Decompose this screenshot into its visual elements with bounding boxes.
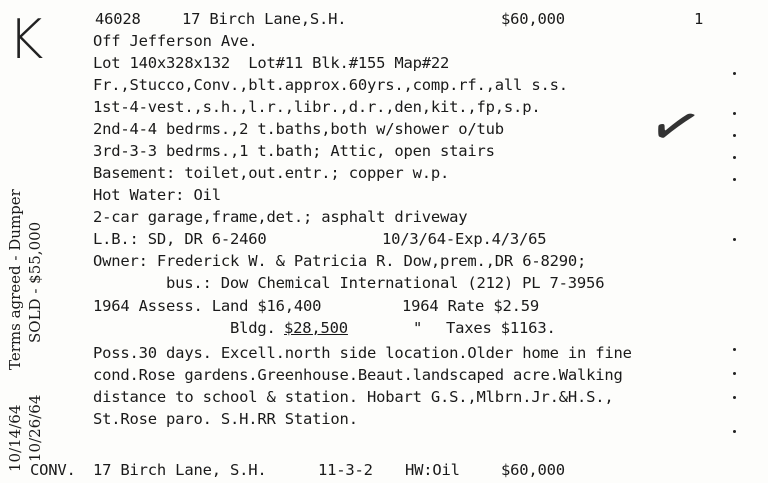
line-basement: Basement: toilet,out.entr.; copper w.p. [93,164,450,182]
margin-dot [733,72,736,75]
ditto-mark: " [413,319,423,337]
line-hot-water: Hot Water: Oil [93,186,221,204]
handwritten-k-mark: K [8,8,44,71]
margin-dot [733,178,736,181]
margin-dot [733,238,736,241]
line-second-floor: 2nd-4-4 bedrms.,2 t.baths,both w/shower o/tub [93,120,504,138]
line-remarks-2: cond.Rose gardens.Greenhouse.Beaut.landscaped acre.Walking [93,366,623,384]
margin-dot [733,348,736,351]
line-remarks-3: distance to school & station. Hobart G.S.,Mlbrn.Jr.&H.S., [93,388,614,406]
line-construction: Fr.,Stucco,Conv.,blt.approx.60yrs.,comp.rf.,all s.s. [93,76,568,94]
line-garage: 2-car garage,frame,det.; asphalt driveway [93,208,468,226]
line-listing-broker: L.B.: SD, DR 6-2460 [93,230,267,248]
margin-dot [733,396,736,399]
margin-dot [733,156,736,159]
header-price: $60,000 [501,10,565,28]
margin-dot [733,430,736,433]
check-mark-icon: ✓ [640,85,710,169]
side-sold-note: SOLD - $55,000 [26,221,44,343]
card-number: 1 [694,10,704,28]
line-cross-street: Off Jefferson Ave. [93,32,258,50]
header-address: 17 Birch Lane,S.H. [182,10,347,28]
line-third-floor: 3rd-3-3 bedrms.,1 t.bath; Attic, open stairs [93,142,495,160]
line-tax-rate: 1964 Rate $2.59 [402,297,539,315]
line-business: bus.: Dow Chemical International (212) PL 7-3956 [166,274,605,292]
line-bldg-value: $28,500 [284,319,348,337]
line-remarks-4: St.Rose paro. S.H.RR Station. [93,410,358,428]
footer-hot-water: HW:Oil [405,461,460,479]
side-date-2: 10/26/64 [26,394,44,462]
line-remarks-1: Poss.30 days. Excell.north side location.Older home in fine [93,344,632,362]
margin-dot [733,112,736,115]
footer-address: 17 Birch Lane, S.H. [93,461,267,479]
listing-number: 46028 [95,10,141,28]
line-taxes: Taxes $1163. [446,319,556,337]
margin-dot [733,134,736,137]
footer-type: CONV. [30,461,76,479]
footer-code: 11-3-2 [318,461,373,479]
side-terms-note: Terms agreed - Dumper [6,189,24,370]
line-assessment-land: 1964 Assess. Land $16,400 [93,297,322,315]
line-bldg-label: Bldg. [230,319,276,337]
line-listing-dates: 10/3/64-Exp.4/3/65 [382,230,547,248]
margin-dot [733,372,736,375]
line-lot: Lot 140x328x132 Lot#11 Blk.#155 Map#22 [93,54,450,72]
side-date-1: 10/14/64 [6,404,24,472]
line-owner: Owner: Frederick W. & Patricia R. Dow,prem.,DR 6-8290; [93,252,587,270]
footer-price: $60,000 [501,461,565,479]
line-first-floor: 1st-4-vest.,s.h.,l.r.,libr.,d.r.,den,kit.,fp,s.p. [93,98,541,116]
